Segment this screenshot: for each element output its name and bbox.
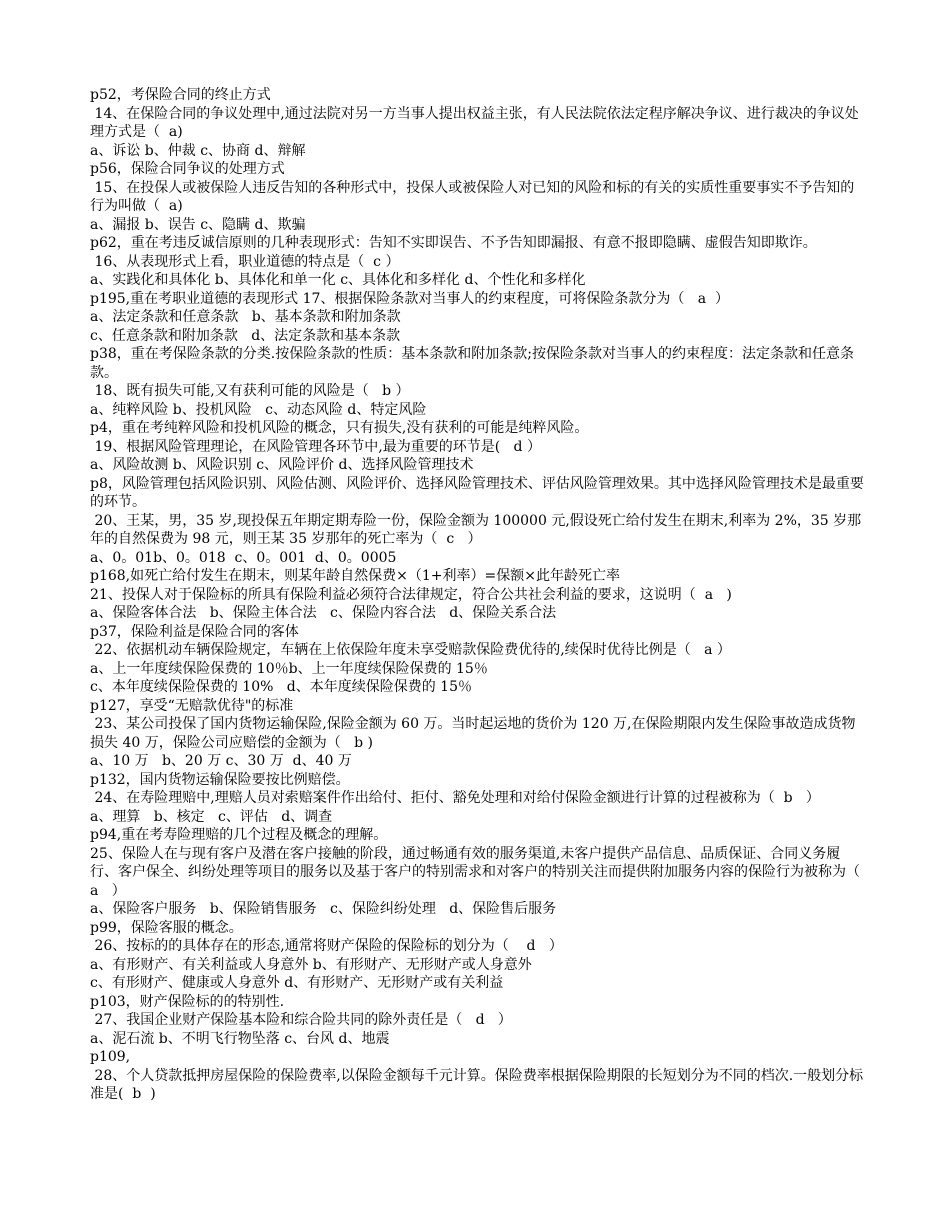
document-line: c、本年度续保险保费的 10% d、本年度续保险保费的 15％ [90, 679, 472, 695]
document-line: p195,重在考职业道德的表现形式 17、根据保险条款对当事人的约束程度，可将保险条款分为（ a ） [90, 290, 729, 307]
document-line: p52，考保险合同的终止方式 [90, 87, 271, 103]
document-line: p132，国内货物运输保险要按比例赔偿。 [90, 771, 350, 788]
document-line: p109, [90, 1049, 131, 1065]
document-line: a、有形财产、有关利益或人身意外 b、有形财产、无形财产或人身意外 [90, 956, 532, 973]
document-line: 22、依据机动车辆保险规定，车辆在上依保险年度未享受赔款保险费优待的,续保时优待比例是（ a ） [90, 642, 731, 658]
document-line: a、诉讼 b、仲裁 c、协商 d、辩解 [90, 142, 306, 159]
document-line: a、理算 b、核定 c、评估 d、调查 [90, 808, 333, 825]
document-line: a、10 万 b、20 万 c、30 万 d、40 万 [90, 753, 352, 769]
document-line: p62，重在考违反诚信原则的几种表现形式：告知不实即误告、不予告知即漏报、有意不报即隐瞒、虚假告知即欺诈。 [90, 235, 817, 251]
document-line: p99，保险客服的概念。 [90, 919, 243, 936]
document-line: a、泥石流 b、不明飞行物坠落 c、台风 d、地震 [90, 1030, 390, 1047]
document-line: 16、从表现形式上看，职业道德的特点是（ c ） [90, 253, 400, 270]
document-line: a、纯粹风险 b、投机风险 c、动态风险 d、特定风险 [90, 401, 427, 418]
document-line: p8，风险管理包括风险识别、风险估测、风险评价、选择风险管理技术、评估风险管理效果。其中选择风险管理技术是最重要的环节。 [90, 475, 864, 510]
document-line: a、漏报 b、误告 c、隐瞒 d、欺骗 [90, 216, 306, 233]
document-line: 28、个人贷款抵押房屋保险的保险费率,以保险金额每千元计算。保险费率根据保险期限的长短划分为不同的档次.一般划分标准是( b ) [90, 1067, 864, 1102]
document-page [90, 86, 874, 1104]
document-line: a、保险客体合法 b、保险主体合法 c、保险内容合法 d、保险关系合法 [90, 605, 557, 621]
document-line: 20、王某，男，35 岁,现投保五年期定期寿险一份，保险金额为 100000 元,假设死亡给付发生在期末,利率为 2%，35 岁那年的自然保费为 98 元，则王某 35 岁那年的死亡率为（ c ） [90, 512, 862, 547]
document-line: 23、某公司投保了国内货物运输保险,保险金额为 60 万。当时起运地的货价为 120 万,在保险期限内发生保险事故造成货物损失 40 万，保险公司应赔偿的金额为（ b ) [90, 716, 856, 751]
document-line: 26、按标的的具体存在的形态,通常将财产保险的保险标的划分为（ d ） [90, 938, 563, 954]
document-line: p38，重在考保险条款的分类.按保险条款的性质：基本条款和附加条款;按保险条款对当事人的约束程度：法定条款和任意条款。 [90, 346, 854, 381]
document-line: 27、我国企业财产保险基本险和综合险共同的除外责任是（ d ） [90, 1012, 512, 1028]
document-line: p56，保险合同争议的处理方式 [90, 161, 285, 177]
document-line: a、上一年度续保险保费的 10％b、上一年度续保险保费的 15％ [90, 660, 488, 677]
document-line: a、风险故测 b、风险识别 c、风险评价 d、选择风险管理技术 [90, 457, 474, 473]
document-line: 14、在保险合同的争议处理中,通过法院对另一方当事人提出权益主张，有人民法院依法定程序解决争议、进行裁决的争议处理方式是（ a) [90, 105, 859, 140]
document-line: c、任意条款和附加条款 d、法定条款和基本条款 [90, 327, 401, 344]
document-line: 15、在投保人或被保险人违反告知的各种形式中，投保人或被保险人对已知的风险和标的有关的实质性重要事实不予告知的行为叫做（ a) [90, 179, 855, 214]
document-line: a、实践化和具体化 b、具体化和单一化 c、具体化和多样化 d、个性化和多样化 [90, 272, 586, 288]
document-line: p4，重在考纯粹风险和投机风险的概念，只有损失,没有获利的可能是纯粹风险。 [90, 420, 589, 436]
document-line: 21、投保人对于保险标的所具有保险利益必须符合法律规定，符合公共社会利益的要求，这说明（ a ) [90, 586, 732, 603]
document-line: 18、既有损失可能,又有获利可能的风险是（ b ） [90, 383, 410, 399]
document-line: p103，财产保险标的的特别性. [90, 993, 285, 1010]
document-line: 24、在寿险理赔中,理赔人员对索赔案件作出给付、拒付、豁免处理和对给付保险金额进行计算的过程被称为（ b ） [90, 790, 820, 806]
document-line: p127，享受“无赔款优待"的标准 [90, 697, 294, 714]
document-line: p168,如死亡给付发生在期末，则某年龄自然保费×（1+利率）=保额×此年龄死亡率 [90, 568, 620, 584]
document-line: 25、保险人在与现有客户及潜在客户接触的阶段，通过畅通有效的服务渠道,未客户提供产品信息、品质保证、合同义务履行、客户保全、纠纷处理等项目的服务以及基于客户的特别需求和对客户的特别关注而提供附加服务内容的保险行为被称为（ a ） [90, 845, 874, 899]
document-line: a、保险客户服务 b、保险销售服务 c、保险纠纷处理 d、保险售后服务 [90, 901, 557, 917]
document-line: p94,重在考寿险理赔的几个过程及概念的理解。 [90, 827, 388, 843]
document-line: 19、根据风险管理理论，在风险管理各环节中,最为重要的环节是( d ） [90, 438, 541, 455]
document-line: a、法定条款和任意条款 b、基本条款和附加条款 [90, 309, 401, 325]
document-line: c、有形财产、健康或人身意外 d、有形财产、无形财产或有关利益 [90, 975, 504, 991]
document-line: a、0。01b、0。018 c、0。001 d、0。0005 [90, 549, 397, 566]
document-line: p37，保险利益是保险合同的客体 [90, 623, 299, 640]
